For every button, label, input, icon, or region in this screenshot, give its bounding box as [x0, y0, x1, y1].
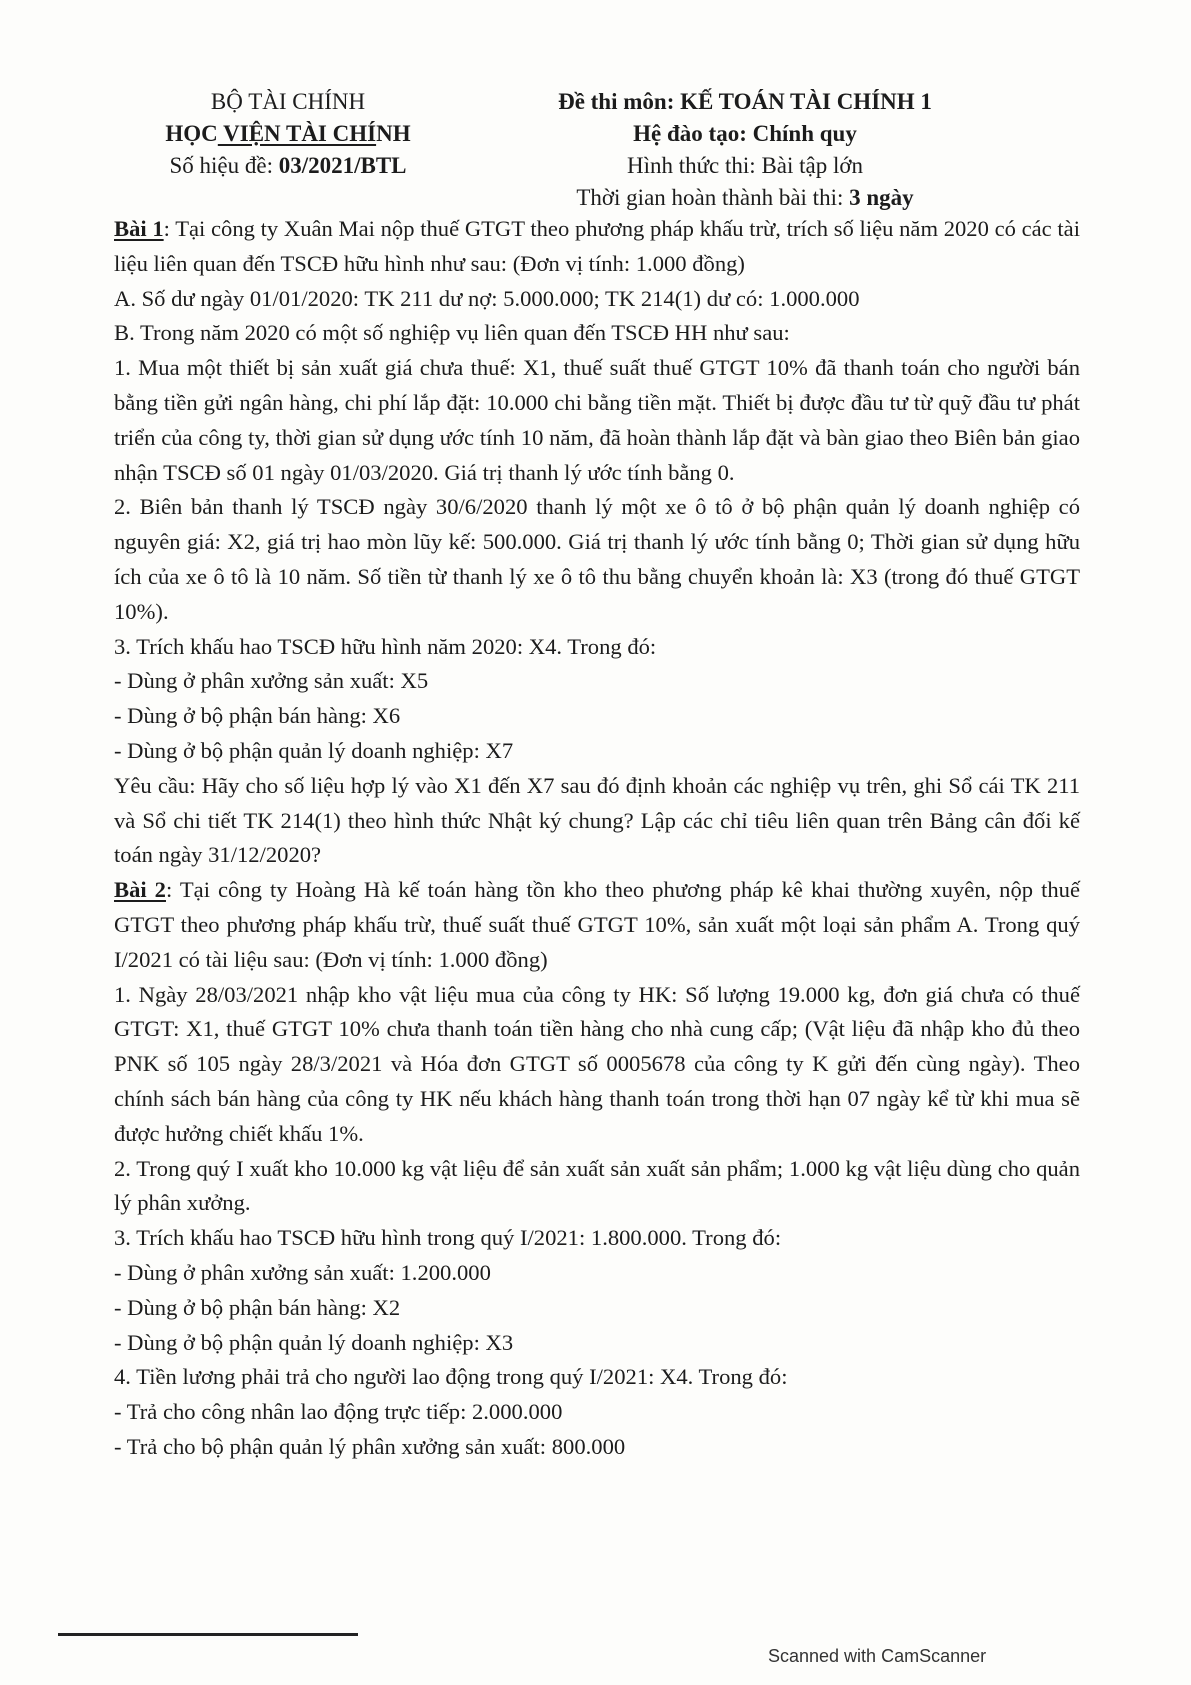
bai1-line: 1. Mua một thiết bị sản xuất giá chưa thuế: X1, thuế suất thuế GTGT 10% đã thanh toán cho người bán bằng tiền gửi ngân hàng, chi phí lắp đặt: 10.000 chi bằng tiền mặt. Thiết bị được đầu tư từ quỹ đầu tư phát triển của công ty, thời gian sử dụng ước tính 10 năm, đã hoàn thành lắp đặt và bàn giao theo Biên bản giao nhận TSCĐ số 01 ngày 01/03/2020. Giá trị thanh lý ước tính bằng 0.	[114, 355, 1080, 485]
bai2-line: - Dùng ở bộ phận quản lý doanh nghiệp: X3	[114, 1329, 514, 1355]
bai1-requirement: Yêu cầu: Hãy cho số liệu hợp lý vào X1 đến X7 sau đó định khoản các nghiệp vụ trên, ghi Sổ cái TK 211 và Sổ chi tiết TK 214(1) theo hình thức Nhật ký chung? Lập các chỉ tiêu liên quan trên Bảng cân đối kế toán ngày 31/12/2020?	[114, 772, 1080, 868]
exam-code-value: 03/2021/BTL	[278, 153, 407, 178]
training-value: Chính quy	[752, 121, 857, 146]
bai2-line: 2. Trong quý I xuất kho 10.000 kg vật liệu để sản xuất sản xuất sản phẩm; 1.000 kg vật liệu dùng cho quản lý phân xưởng.	[114, 1155, 1080, 1216]
footer-divider	[58, 1633, 358, 1636]
bai1-line: - Dùng ở bộ phận quản lý doanh nghiệp: X7	[114, 737, 514, 763]
completion-time-value: 3 ngày	[849, 185, 914, 210]
bai1-line: 2. Biên bản thanh lý TSCĐ ngày 30/6/2020 thanh lý một xe ô tô ở bộ phận quản lý doanh nghiệp có nguyên giá: X2, giá trị hao mòn lũy kế: 500.000. Giá trị thanh lý ước tính bằng 0; Thời gian sử dụng hữu ích của xe ô tô là 10 năm. Số tiền từ thanh lý xe ô tô thu bằng chuyển khoản là: X3 (trong đó thuế GTGT 10%).	[114, 494, 1080, 624]
bai2-line: - Dùng ở phân xưởng sản xuất: 1.200.000	[114, 1259, 491, 1285]
training-system-line	[510, 118, 980, 150]
bai2-line: - Trả cho bộ phận quản lý phân xưởng sản xuất: 800.000	[114, 1433, 626, 1459]
training-label: Hệ đào tạo:	[633, 121, 753, 146]
exam-code	[118, 150, 458, 182]
academy-name-underlined: VIỆN TÀI CHÍ	[217, 121, 377, 146]
exam-subject-line	[510, 86, 980, 118]
academy-name-suffix: NH	[376, 121, 411, 146]
bai2-line: 1. Ngày 28/03/2021 nhập kho vật liệu mua của công ty HK: Số lượng 19.000 kg, đơn giá chưa có thuế GTGT: X1, thuế GTGT 10% chưa thanh toán tiền hàng cho nhà cung cấp; (Vật liệu đã nhập kho đủ theo PNK số 105 ngày 28/3/2021 và Hóa đơn GTGT số 0005678 của công ty K gửi đến cùng ngày). Theo chính sách bán hàng của công ty HK nếu khách hàng thanh toán trong thời hạn 07 ngày kể từ khi mua sẽ được hưởng chiết khấu 1%.	[114, 981, 1080, 1146]
header-institution	[118, 86, 458, 182]
bai1-intro-text: : Tại công ty Xuân Mai nộp thuế GTGT theo phương pháp khấu trừ, trích số liệu năm 2020 có các tài liệu liên quan đến TSCĐ hữu hình như sau: (Đơn vị tính: 1.000 đồng)	[114, 216, 1080, 276]
ministry-name: BỘ TÀI CHÍNH	[210, 89, 366, 114]
bai1-title: Bài 1	[114, 216, 164, 241]
exam-code-label: Số hiệu đề:	[169, 153, 279, 178]
exam-subject-label: Đề thi môn:	[558, 89, 681, 114]
bai2-intro	[114, 873, 1080, 977]
completion-time-label: Thời gian hoàn thành bài thi:	[576, 185, 850, 210]
bai2-line: - Trả cho công nhân lao động trực tiếp: 2.000.000	[114, 1399, 563, 1425]
bai2-line: - Dùng ở bộ phận bán hàng: X2	[114, 1294, 401, 1320]
bai2-line: 3. Trích khấu hao TSCĐ hữu hình trong quý I/2021: 1.800.000. Trong đó:	[114, 1225, 782, 1251]
bai2-title: Bài 2	[114, 877, 166, 903]
scanner-watermark: Scanned with CamScanner	[768, 1646, 987, 1666]
exam-body	[114, 212, 1080, 1465]
bai2-intro-text: : Tại công ty Hoàng Hà kế toán hàng tồn kho theo phương pháp kê khai thường xuyên, nộp thuế GTGT theo phương pháp khấu trừ, thuế suất thuế GTGT 10%, sản xuất một loại sản phẩm A. Trong quý I/2021 có tài liệu sau: (Đơn vị tính: 1.000 đồng)	[114, 877, 1080, 972]
bai1-line: - Dùng ở bộ phận bán hàng: X6	[114, 703, 401, 729]
exam-subject-value: KẾ TOÁN TÀI CHÍNH 1	[680, 89, 932, 114]
academy-name	[118, 118, 458, 150]
bai1-line: B. Trong năm 2020 có một số nghiệp vụ liên quan đến TSCĐ HH như sau:	[114, 320, 790, 346]
academy-name-prefix: HỌC	[165, 121, 218, 146]
bai1-line: A. Số dư ngày 01/01/2020: TK 211 dư nợ: 5.000.000; TK 214(1) dư có: 1.000.000	[114, 285, 860, 311]
bai2-line: 4. Tiền lương phải trả cho người lao động trong quý I/2021: X4. Trong đó:	[114, 1364, 788, 1390]
exam-format-line: Hình thức thi: Bài tập lớn	[626, 153, 864, 178]
completion-time-line	[510, 182, 980, 214]
bai1-line: - Dùng ở phân xưởng sản xuất: X5	[114, 668, 429, 694]
bai1-line: 3. Trích khấu hao TSCĐ hữu hình năm 2020: X4. Trong đó:	[114, 633, 657, 659]
header-exam-info	[510, 86, 980, 214]
bai1-intro	[114, 212, 1080, 282]
